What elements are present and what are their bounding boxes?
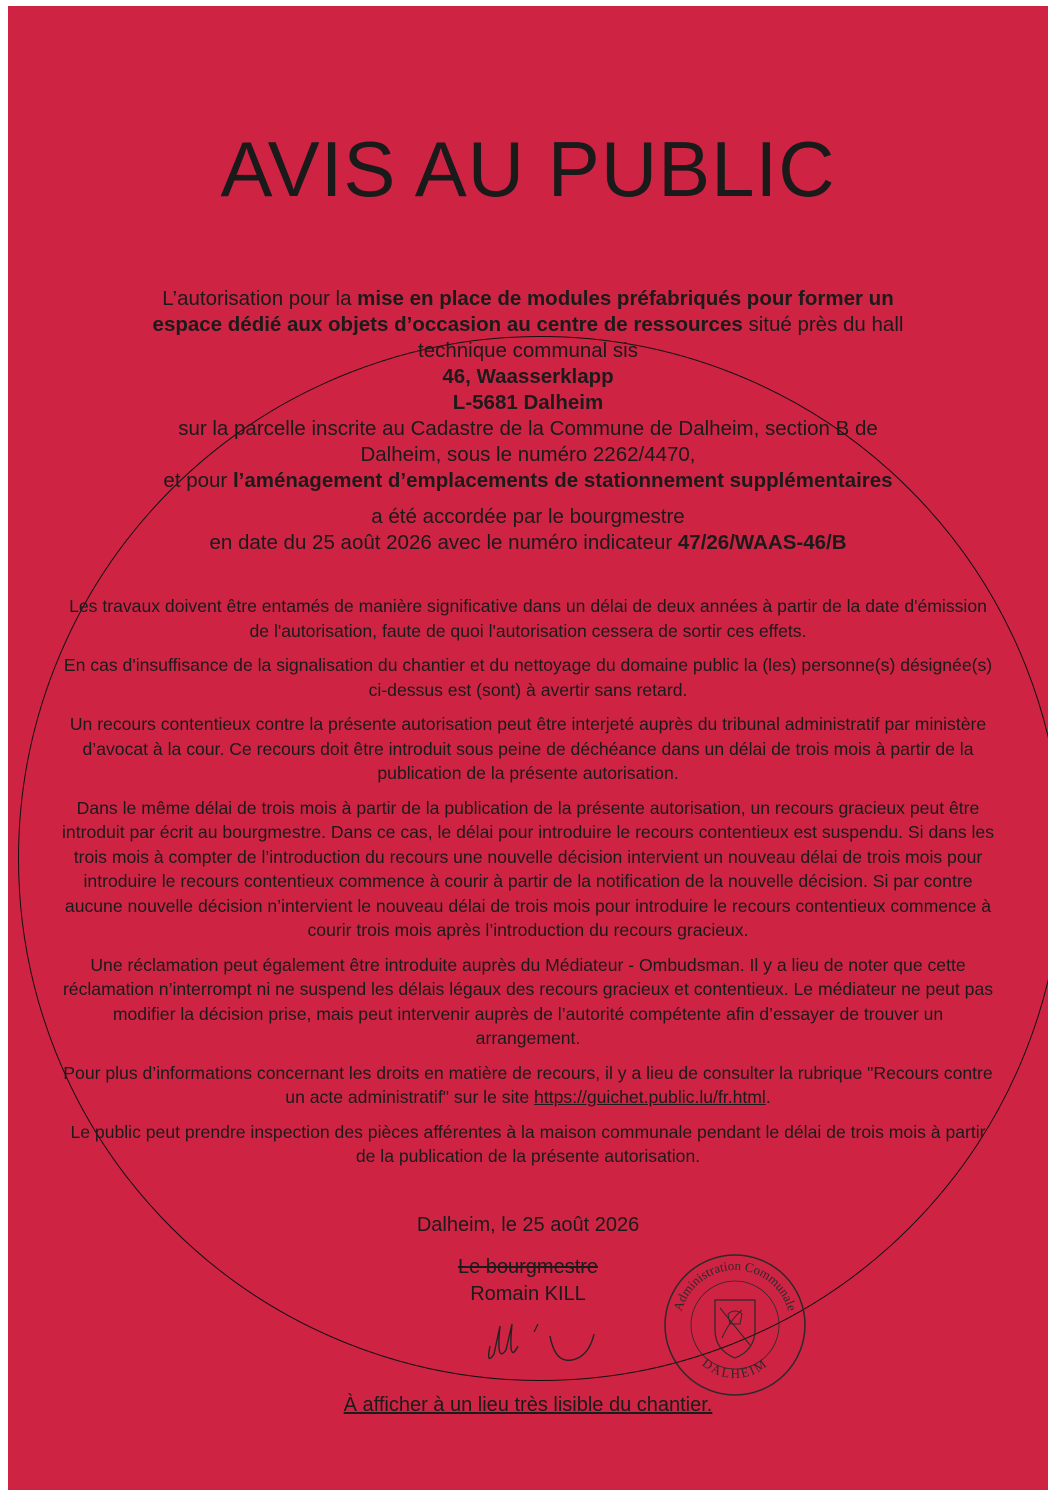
intro-line-3: technique communal sis [418, 339, 638, 362]
paragraph-site-signage: En cas d'insuffisance de la signalisation du chantier et du nettoyage du domaine public la (les) personne(s) désignée(s) ci-dessus est (sont) à avertir sans retard. [63, 655, 993, 700]
intro-line-1: L’autorisation pour la mise en place de modules préfabriqués pour former un [162, 287, 894, 310]
intro-line-2: espace dédié aux objets d’occasion au centre de ressources situé près du hall [152, 313, 904, 336]
reference-line: en date du 25 août 2026 avec le numéro indicateur 47/26/WAAS-46/B [209, 531, 847, 554]
address-city: L-5681 Dalheim [452, 391, 604, 414]
paragraph-gracious-appeal: Dans le même délai de trois mois à partir de la publication de la présente autorisation, un recours gracieux peut être introduit par écrit au bourgmestre. Dans ce cas, le délai pour introduire le recours contentieux est suspendu. Si dans les trois mois à compter de l’introduction du recours une nouvelle décision intervient un nouveau délai de trois mois pour introduire le recours contentieux commence à courir à partir de la notification de la nouvelle décision. Si par contre aucune nouvelle décision n’intervient le nouveau délai de trois mois pour introduire le recours contentieux commence à courir trois mois après l’introduction du recours gracieux. [62, 797, 994, 940]
paragraph-works-start: Les travaux doivent être entamés de manière significative dans un délai de deux années à partir de la date d'émission de l'autorisation, faute de quoi l'autorisation cessera de sortir ces effets. [69, 596, 987, 641]
reference-number: 47/26/WAAS-46/B [677, 531, 847, 554]
paragraph-more-info: Pour plus d’informations concernant les droits en matière de recours, il y a lieu de consulter la rubrique "Recours contre un acte administratif" sur le site https://guichet.public.lu/fr.html. [63, 1062, 993, 1107]
municipal-seal [660, 1250, 810, 1400]
address-street: 46, Waasserklapp [442, 365, 614, 388]
parcel-line-2: Dalheim, sous le numéro 2262/4470, [360, 443, 696, 466]
paragraph-ombudsman: Une réclamation peut également être introduite auprès du Médiateur - Ombudsman. Il y a lieu de noter que cette réclamation n’interrompt ni ne suspend les délais légaux des recours gracieux et contentieux. Le médiateur ne peut pas modifier la décision prise, mais peut intervenir auprès de l’autorité compétente afin d’essayer de trouver un arrangement. [62, 954, 994, 1048]
signatory-name: Romain KILL [470, 1283, 586, 1305]
signatory-title: Le bourgmestre [457, 1256, 599, 1278]
guichet-link[interactable]: https://guichet.public.lu/fr.html [534, 1087, 766, 1107]
granted-line: a été accordée par le bourgmestre [371, 505, 685, 528]
paragraph-contentious-appeal: Un recours contentieux contre la présente autorisation peut être interjeté auprès du tribunal administratif par ministère d’avocat à la cour. Ce recours doit être introduit sous peine de déchéance dans un délai de trois mois à partir de la publication de la présente autorisation. [69, 714, 987, 783]
parcel-line-1: sur la parcelle inscrite au Cadastre de la Commune de Dalheim, section B de [178, 417, 878, 440]
authorization-summary [48, 286, 1008, 556]
posting-instruction: À afficher à un lieu très lisible du chantier. [343, 1394, 713, 1416]
place-date: Dalheim, le 25 août 2026 [416, 1214, 640, 1236]
seal-bottom-text: DALHEIM [699, 1355, 771, 1382]
paragraph-inspection: Le public peut prendre inspection des pièces afférentes à la maison communale pendant le délai de trois mois à partir de la publication de la présente autorisation. [70, 1121, 986, 1166]
handwritten-signature [478, 1306, 608, 1376]
notice-sheet [8, 6, 1048, 1490]
parking-line: et pour l’aménagement d’emplacements de stationnement supplémentaires [163, 469, 893, 492]
seal-arc-text: Administration Communale [670, 1257, 800, 1313]
page-title: AVIS AU PUBLIC [220, 125, 836, 213]
legal-paragraphs [60, 594, 996, 1179]
